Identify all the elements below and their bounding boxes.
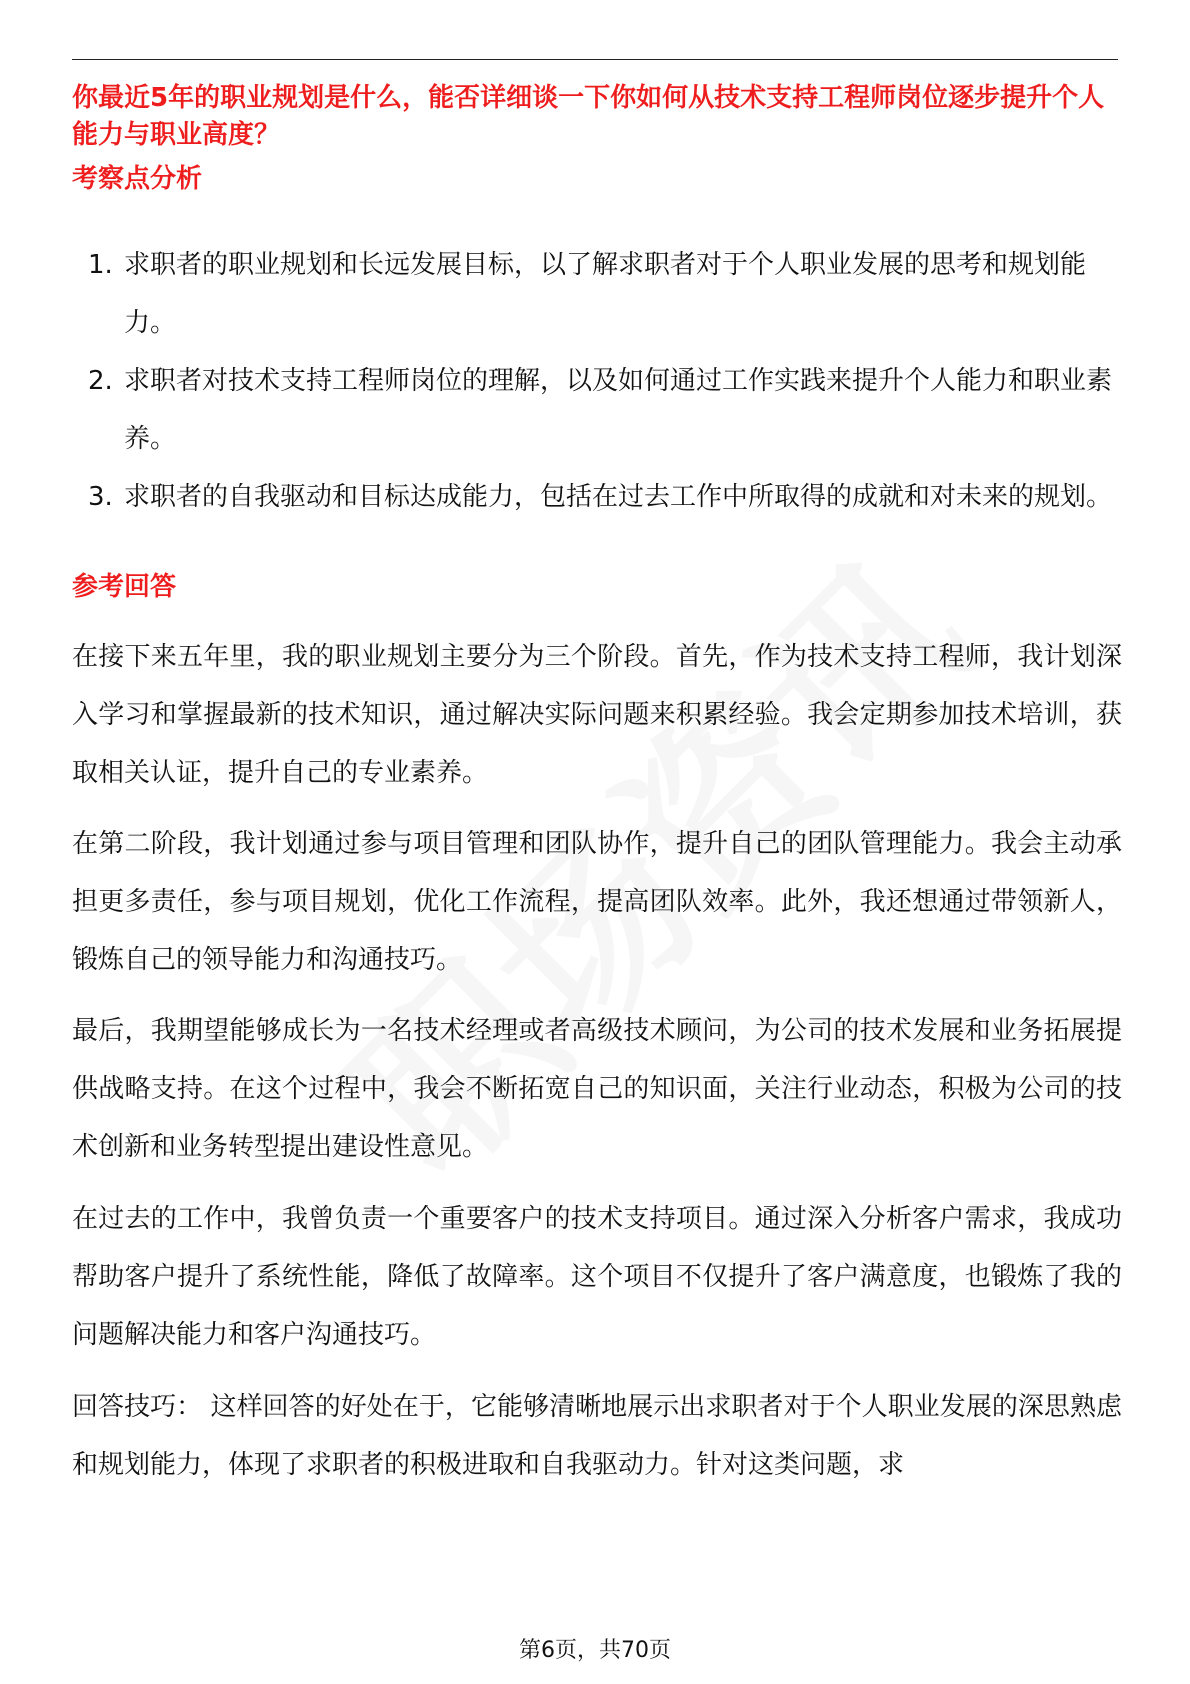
page-number-footer: 第6页，共70页 (519, 1638, 671, 1663)
answer-paragraph: 在过去的工作中，我曾负责一个重要客户的技术支持项目。通过深入分析客户需求，我成功帮助客户提升了系统性能，降低了故障率。这个项目不仅提升了客户满意度，也锻炼了我的问题解决能力和客户沟通技巧。 (72, 1204, 1122, 1350)
answer-heading: 参考回答 (72, 572, 177, 602)
answer-paragraph: 在接下来五年里，我的职业规划主要分为三个阶段。首先，作为技术支持工程师，我计划深入学习和掌握最新的技术知识，通过解决实际问题来积累经验。我会定期参加技术培训，获取相关认证，提升自己的专业素养。 (72, 642, 1122, 788)
top-divider (72, 59, 1118, 60)
analysis-point (72, 352, 1122, 468)
point-number: 1. (88, 250, 113, 280)
point-number: 2. (88, 366, 113, 396)
analysis-point (72, 236, 1122, 352)
point-text: 求职者的职业规划和长远发展目标，以了解求职者对于个人职业发展的思考和规划能力。 (124, 250, 1087, 338)
point-text: 求职者的自我驱动和目标达成能力，包括在过去工作中所取得的成就和对未来的规划。 (124, 482, 1113, 512)
answer-tips-paragraph: 回答技巧： 这样回答的好处在于，它能够清晰地展示出求职者对于个人职业发展的深思熟虑和规划能力，体现了求职者的积极进取和自我驱动力。针对这类问题，求 (72, 1392, 1122, 1480)
answer-paragraph: 最后，我期望能够成长为一名技术经理或者高级技术顾问，为公司的技术发展和业务拓展提供战略支持。在这个过程中，我会不断拓宽自己的知识面，关注行业动态，积极为公司的技术创新和业务转型提出建设性意见。 (72, 1016, 1122, 1162)
question-title: 你最近5年的职业规划是什么，能否详细谈一下你如何从技术支持工程师岗位逐步提升个人能力与职业高度？ (72, 83, 1105, 150)
point-text: 求职者对技术支持工程师岗位的理解，以及如何通过工作实践来提升个人能力和职业素养。 (124, 366, 1113, 454)
analysis-point (72, 468, 1122, 526)
answer-paragraph: 在第二阶段，我计划通过参与项目管理和团队协作，提升自己的团队管理能力。我会主动承担更多责任，参与项目规划，优化工作流程，提高团队效率。此外，我还想通过带领新人，锻炼自己的领导能力和沟通技巧。 (72, 829, 1122, 975)
analysis-list (72, 236, 1122, 526)
point-number: 3. (88, 482, 113, 512)
analysis-heading: 考察点分析 (72, 164, 203, 194)
